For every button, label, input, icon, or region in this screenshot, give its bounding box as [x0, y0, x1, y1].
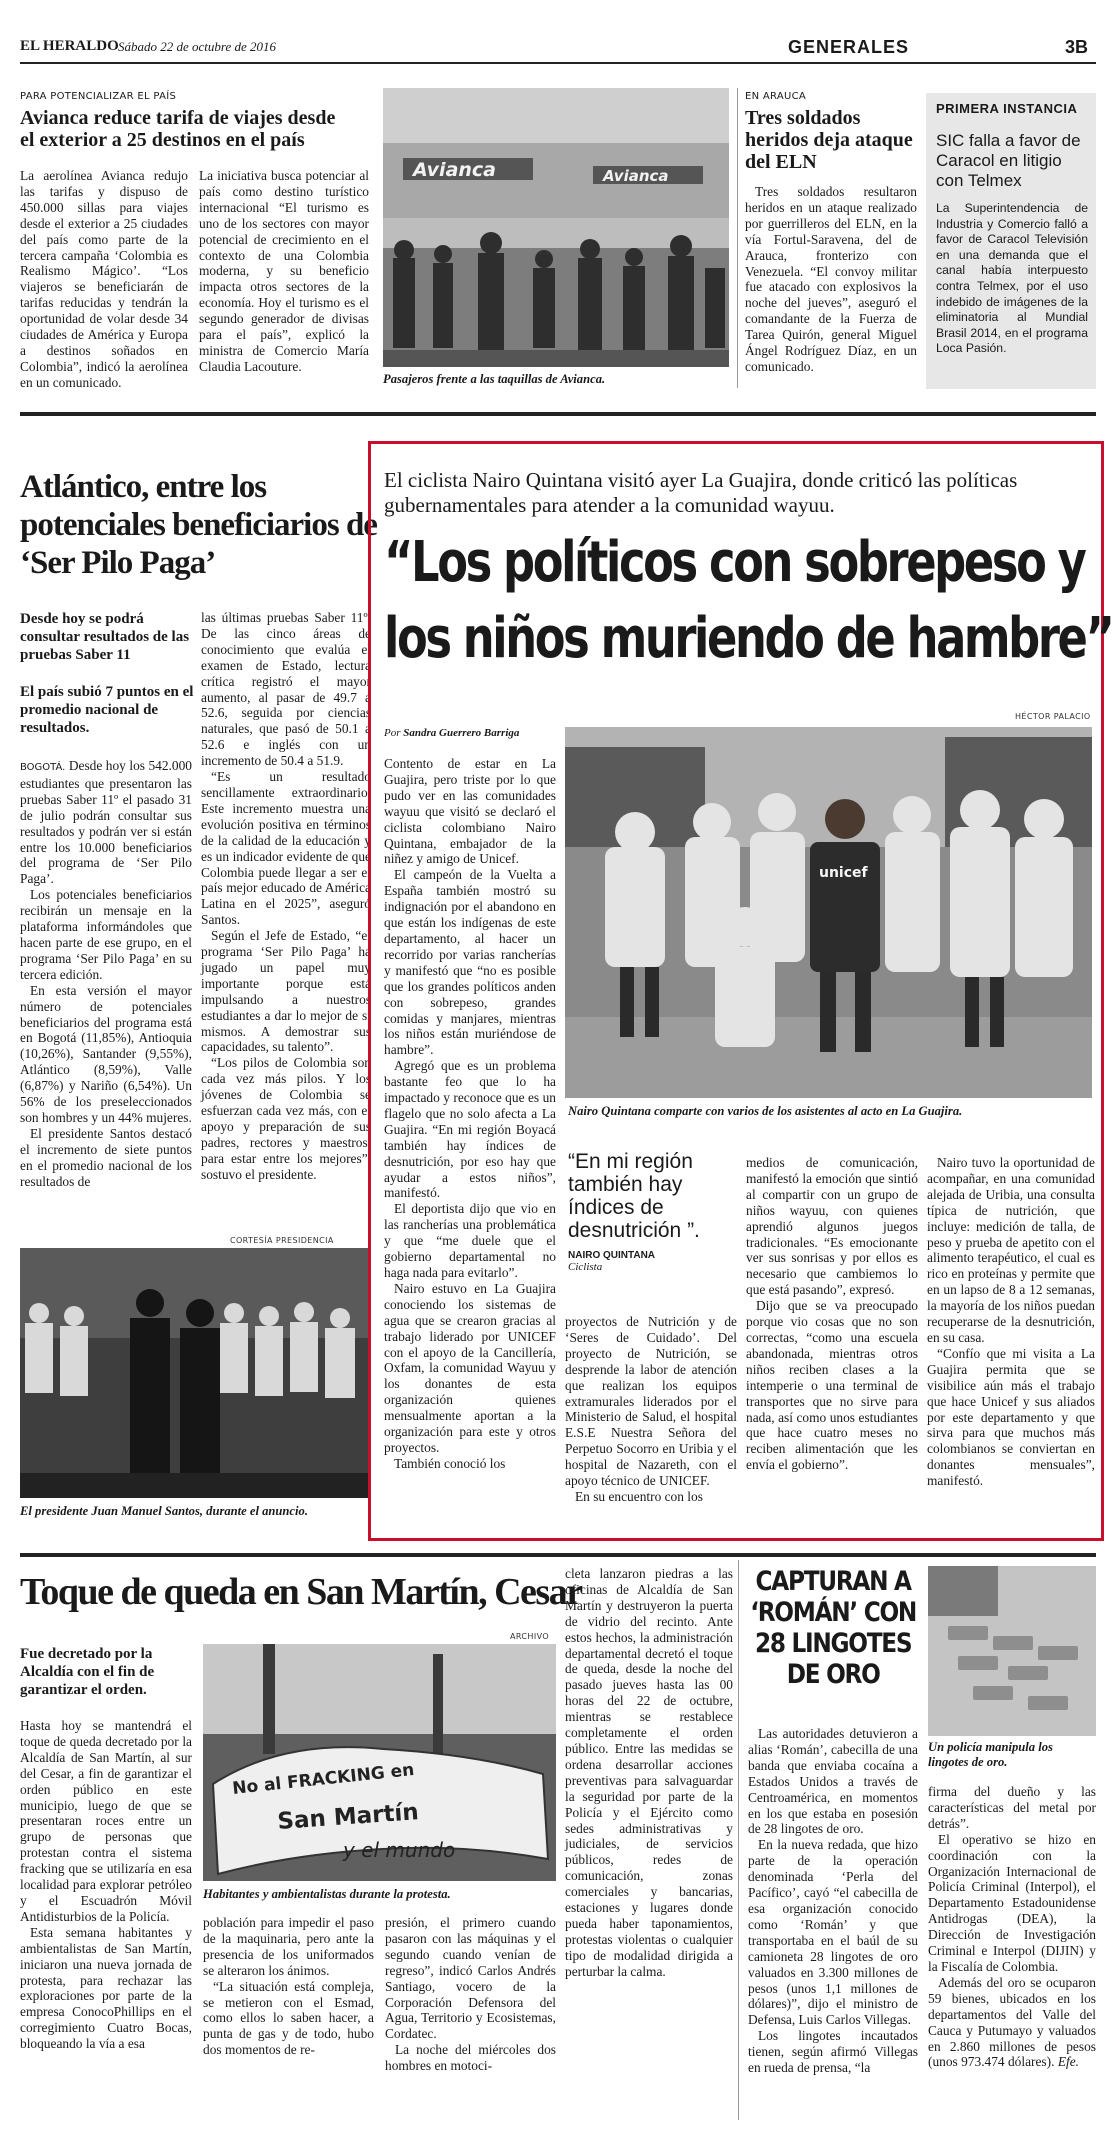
quintana-col-d: Nairo tuvo la oportunidad de acompañar, en una comunidad alejada de Uribia, una consulta típica de nutrición, que incluye: medición de talla, de peso y prueba de apetito con el alimento terapéutico, el cual es rico en proteínas y permite que en un lapso de 8 a 12 semanas, la mayoría de los niños puedan recuperarse de la desnutrición, en su casa. “Confío que mi visita a La Guajira permita que se visibilice aún más el trabajo que hace Unicef y sus aliados por este departamento y que sirva para que muchos más colombianos se conviertan en donantes mensuales”, manifestó.	[927, 1155, 1095, 1489]
toque-photo	[203, 1644, 556, 1881]
arauca-body: Tres soldados resultaron heridos en un ataque realizado por guerrilleros del ELN, en la vía Fortul-Saravena, del de Arauca, fronterizo con Venezuela. “El convoy militar fue atacado con explosivos la noche del jueves”, aseguró el comandante de la Fuerza de Tarea Quirón, general Miguel Ángel Rodríguez Díaz, en un comunicado.	[745, 184, 917, 374]
quintana-photo-credit: HÉCTOR PALACIO	[1015, 712, 1091, 721]
toque-photo-image	[203, 1644, 556, 1881]
toque-col4: cleta lanzaron piedras a las oficinas de Alcaldía de San Martín y destruyeron la puerta de vidrio del recinto. Ante estos hechos, la administración departamental decretó el toque de queda, desde la noche del pasado jueves hasta las 00 horas del 22 de octubre, mientras se restablece completamente el orden público. Entre las medidas se ordena desarrollar acciones preventivas para salvaguardar la seguridad por parte de la Policía y el Ejército como sedes administrativas y judiciales, de servicios públicos, redes de comunicación, zonas comerciales y bancarias, estaciones y lugares donde pueda haber taponamientos, protestas violentas o cualquier tipo de modalidad dirigida a perturbar la calma.	[565, 1566, 733, 1979]
header-rule	[20, 62, 1096, 64]
quintana-photo-image	[565, 727, 1092, 1098]
masthead	[20, 38, 1096, 60]
avianca-photo	[383, 88, 729, 367]
quintana-col-c: medios de comunicación, manifestó la emoción que sintió al compartir con un grupo de niños wayuu, con quienes aprendió algunos juegos tradicionales. “Es emocionante ver sus sonrisas y por ellos es necesario que cambiemos lo que está pasando”, expresó. Dijo que se va preocupado porque vio cosas que no son correctas, “como una escuela abandonada, mientras otros niños reciben clases a la intemperie o una terminal de transportes que no sirve para nada, así como unos estudiantes que hace cuatro meses no reciben alimentación que les envía el gobierno”.	[746, 1155, 918, 1473]
roman-photo	[928, 1566, 1096, 1736]
toque-headline: Toque de queda en San Martín, Cesar	[20, 1571, 582, 1613]
dateline: BOGOTÁ.	[20, 762, 66, 773]
roman-headline-box	[748, 1566, 918, 1690]
col-divider-2	[738, 1560, 739, 2120]
quintana-pullquote: “En mi región también hay índices de desnutrición ”. NAIRO QUINTANA Ciclista	[568, 1150, 730, 1273]
toque-col1: Hasta hoy se mantendrá el toque de queda decretado por la Alcaldía de San Martín, al sur del Cesar, a fin de garantizar el orden público en este municipio, luego de que se presentaran roces entre un grupo de personas que protestan contra el sistema fracking que se utilizaría en esa localidad para explorar petróleo y el Escuadrón Móvil Antidisturbios de la Policía. Esta semana habitantes y ambientalistas de San Martín, iniciaron una nueva jornada de protesta, para rechazar las exploraciones por parte de la empresa ConocoPhillips en el corregimiento Cuatro Bocas, bloqueando la vía a esa	[20, 1718, 192, 2052]
roman-caption: Un policía manipula los lingotes de oro.	[928, 1740, 1053, 1769]
quintana-deck: El ciclista Nairo Quintana visitó ayer La Guajira, donde criticó las políticas gubernamentales para atender a la comunidad wayuu.	[384, 468, 1018, 517]
section-rule-2	[20, 1553, 1096, 1557]
quote-role: Ciclista	[568, 1261, 603, 1273]
paper-name: EL HERALDO	[20, 38, 119, 54]
sic-kicker: PRIMERA INSTANCIA	[936, 101, 1078, 116]
atlantico-col1: BOGOTÁ. Desde hoy los 542.000 estudiantes que presentaron las pruebas Saber 11º el pasado 31 de julio podrán consultar sus resultados y podrán ver si están entre los 10.000 beneficiarios del programa de ‘Ser Pilo Paga’. Los potenciales beneficiarios recibirán un mensaje en la plataforma informándoles que hacen parte de ese grupo, en el programa ‘Ser Pilo Paga’ en su tercera edición. En esta versión el mayor número de potenciales beneficiarios del programa está en Bogotá (11,85%), Antioquia (10,26%), Santander (9,55%), Atlántico (8,59%), Valle (6,87%) y Nariño (6,54%). Un 56% de los preseleccionados son hombres y un 44% mujeres. El presidente Santos destacó el incremento de siete puntos en el promedio nacional de los resultados de	[20, 758, 192, 1189]
sic-box	[926, 93, 1096, 389]
page-number: 3B	[1064, 37, 1088, 57]
avianca-caption: Pasajeros frente a las taquillas de Avianca.	[383, 372, 606, 386]
svg-text:Avianca: Avianca	[603, 167, 669, 185]
avianca-col2: La iniciativa busca potenciar al país como destino turístico internacional “El turismo es uno de los sectores con mayor potencial de crecimiento en el contexto de una Colombia moderna, y su beneficio impacta otros sectores de la economía. Hoy el turismo es el segundo generador de divisas para el país”, explicó la ministra de Comercio María Claudia Lacouture.	[199, 168, 369, 374]
col-divider	[737, 88, 738, 388]
section-name: GENERALES	[788, 37, 910, 57]
atlantico-caption: El presidente Juan Manuel Santos, durante el anuncio.	[20, 1504, 308, 1518]
svg-text:San Martín: San Martín	[276, 1799, 420, 1835]
quintana-col-a: Contento de estar en La Guajira, pero triste por lo que pudo ver en las comunidades wayuu que visitó se declaró el ciclista colombiano Nairo Quintana, embajador de la niñez y amigo de Unicef. El campeón de la Vuelta a España también mostró su indignación por el abandono en que están los indígenas de este departamento, al hacer un recorrido por varias rancherías y manifestó que “no es posible que los grandes políticos anden con sobrepeso, grandes comidas y manjares, mientras los niños están muriéndose de hambre”. Agregó que es un problema bastante feo que lo ha impactado y reconoce que es un flagelo que no solo afecta a La Guajira. “En mi región Boyacá también hay índices de desnutrición, por eso hay que ayudar a estos niños”, manifestó. El deportista dijo que vio en las rancherías una problemática y que “me duele que el gobierno departamental no haga nada para evitarlo”. Nairo estuvo en La Guajira conociendo los sistemas de agua que se crearon gracias al trabajo liderado por UNICEF con el apoyo de la Cancillería, Oxfam, la comunidad Wayuu y los donantes de esta organización quienes mensualmente aportan a la organización para este y otros proyectos. También conoció los	[384, 756, 556, 1471]
toque-col3: presión, el primero cuando pasaron con las máquinas y el segundo cuando venían de regreso”, indicó Carlos Andrés Santiago, vocero de la Corporación Defensora del Agua, Territorio y Ecosistemas, Cordatec. La noche del miércoles dos hombres en motoci-	[385, 1915, 556, 2074]
atlantico-headline: Atlántico, entre los potenciales beneficiarios de ‘Ser Pilo Paga’	[20, 469, 377, 581]
svg-text:No al FRACKING en: No al FRACKING en	[231, 1759, 416, 1799]
quote-name: NAIRO QUINTANA	[568, 1250, 656, 1261]
atlantico-col2: las últimas pruebas Saber 11º. De las cinco áreas de conocimiento que evalúa el examen de Estado, lectura crítica registró el mayor aumento, al pasar de 49.7 a 52.6, seguida por ciencias naturales, que pasó de 50.1 a 52.6 e inglés con un incremento de 50.4 a 51.9. “Es un resultado sencillamente extraordinario. Este incremento muestra una evolución positiva en términos de la calidad de la educación y es un indicador evidente de que Colombia puede llegar a ser el país mejor educado de América Latina en el 2025”, aseguró Santos. Según el Jefe de Estado, “el programa ‘Ser Pilo Paga’ ha jugado un papel muy importante porque está impulsando a nuestros estudiantes a dar lo mejor de sí mismos. A demostrar sus capacidades, su talento”. “Los pilos de Colombia son cada vez más pilos. Y los jóvenes de Colombia se esfuerzan cada vez más, con el apoyo y preparación de sus padres, rectores y maestros, para estar entre los mejores”, sostuvo el presidente.	[201, 610, 371, 1182]
avianca-col1: La aerolínea Avianca redujo las tarifas y dispuso de 450.000 sillas para viajes desde el exterior a 25 ciudades del país como parte de la tercera campaña ‘Colombia es Realismo Mágico’. “Los viajeros se beneficiarán de tarifas reducidas y tendrán la oportunidad de volar desde 34 ciudades de América y Europa a destinos soñados en Colombia”, indicó la aerolínea en un comunicado.	[20, 168, 188, 390]
atlantico-photo-credit: CORTESÍA PRESIDENCIA	[230, 1236, 334, 1245]
quintana-caption: Nairo Quintana comparte con varios de los asistentes al acto en La Guajira.	[568, 1104, 963, 1118]
quintana-col-b: proyectos de Nutrición y de ‘Seres de Cuidado’. Del proyecto de Nutrición, se desprende la labor de atención que realizan los equipos extramurales liderados por el Ministerio de Salud, el hospital E.S.E Nuestra Señora del Perpetuo Socorro en Uribia y el hospital de Nazareth, con el apoyo técnico de UNICEF. En su encuentro con los	[565, 1314, 737, 1504]
svg-text:Avianca: Avianca	[413, 159, 496, 181]
toque-caption: Habitantes y ambientalistas durante la protesta.	[203, 1887, 451, 1901]
issue-date: Sábado 22 de octubre de 2016	[118, 39, 277, 54]
atlantico-deck-2: El país subió 7 puntos en el promedio nacional de resultados.	[20, 684, 194, 736]
section-rule-1	[20, 412, 1096, 416]
sic-body: La Superintendencia de Industria y Comercio falló a favor de Caracol Televisión en una demanda que el canal había interpuesto contra Telmex, por el uso indebido de imágenes de la eliminatoria al Mundial Brasil 2014, en el programa Loca Pasión.	[936, 201, 1088, 356]
arauca-headline: Tres soldados heridos deja ataque del ELN	[745, 107, 913, 173]
roman-headline: CAPTURAN A ‘ROMÁN’ CON 28 LINGOTES DE ORO	[750, 1566, 917, 1690]
arauca-kicker: EN ARAUCA	[745, 91, 807, 102]
roman-col1: Las autoridades detuvieron a alias ‘Román’, cabecilla de una banda que enviaba cocaína a Estados Unidos a través de Centroamérica, en momentos en los que estaba en posesión de 28 lingotes de oro. En la nueva redada, que hizo parte de la operación denominada ‘Perla del Pacífico’, cayó “el cabecilla de esa organización conocido como ‘Román’ y que transportaba en el baúl de su camioneta 28 lingotes de oro valuados en 3.300 millones de pesos (unos 1,1 millones de dólares)”, dijo el ministro de Defensa, Luis Carlos Villegas. Los lingotes incautados tienen, según afirmó Villegas en rueda de prensa, “la	[748, 1726, 918, 2076]
svg-text:y el mundo: y el mundo	[343, 1838, 456, 1862]
toque-col2: población para impedir el paso de la maquinaria, pero ante la presencia de los uniformados se alteraron los ánimos. “La situación está compleja, se metieron con el Esmad, como ellos lo saben hacer, a punta de gas y de todo, hubo dos momentos de re-	[203, 1915, 374, 2058]
avianca-photo-image	[383, 88, 729, 367]
quintana-photo	[565, 727, 1092, 1098]
roman-photo-image	[928, 1566, 1096, 1736]
agency-sign: Efe.	[1057, 2054, 1080, 2070]
avianca-headline: Avianca reduce tarifa de viajes desde el exterior a 25 destinos en el país	[20, 107, 336, 151]
quintana-headline: “Los políticos con sobrepeso y los niños muriendo de hambre”	[384, 530, 1113, 671]
avianca-kicker: PARA POTENCIALIZAR EL PAÍS	[20, 91, 177, 102]
sic-headline: SIC falla a favor de Caracol en litigio con Telmex	[936, 131, 1081, 190]
atlantico-photo	[20, 1248, 368, 1498]
atlantico-photo-image	[20, 1248, 368, 1498]
toque-deck: Fue decretado por la Alcaldía con el fin de garantizar el orden.	[20, 1646, 155, 1698]
quintana-byline: Por Sandra Guerrero Barriga	[384, 727, 520, 739]
roman-col2: firma del dueño y las características del metal por detrás”. El operativo se hizo en coordinación con la Organización Internacional de Policía Criminal (Interpol), el Departamento Estadounidense Antidrogas (DEA), la Dirección de Investigación Criminal e Interpol (DIJIN) y la Fiscalía de Colombia. Además del oro se ocuparon 59 bienes, ubicados en los departamentos del Valle del Cauca y Putumayo y valuados en 2.860 millones de pesos (unos 973.474 dólares). Efe.	[928, 1784, 1096, 2070]
toque-photo-credit: ARCHIVO	[510, 1632, 550, 1641]
atlantico-deck-1: Desde hoy se podrá consultar resultados de las pruebas Saber 11	[20, 611, 190, 663]
svg-text:unicef: unicef	[819, 865, 868, 881]
